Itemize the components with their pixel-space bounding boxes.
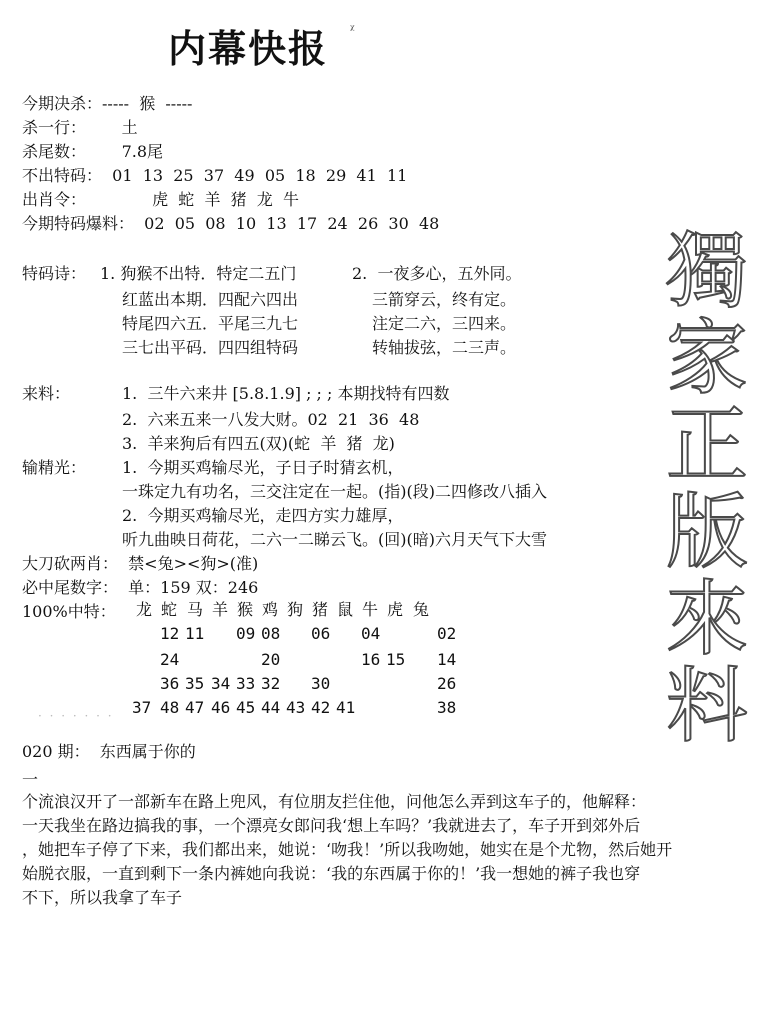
poem-label: 特码诗： — [22, 264, 87, 283]
poem-left-line: 特尾四六五．平尾三九七 — [122, 314, 299, 333]
jue-sha-line: 今期决杀：----- 猴 ----- — [22, 94, 193, 113]
zodiac-number: 26 — [437, 674, 457, 693]
story-line: ，她把车子停了下来，我们都出来，她说：‘吻我！’所以我吻她，她实在是个尤物，然后她开 — [22, 840, 673, 859]
poem-right-line: 三箭穿云，终有定。 — [372, 290, 517, 309]
zodiac-header: 马 — [187, 600, 204, 619]
lai-liao-item: 3. 羊来狗后有四五(双)(蛇 羊 猪 龙) — [122, 434, 395, 453]
story-one: 一 — [22, 770, 39, 789]
side-banner-char: 版 — [665, 485, 748, 580]
shu-jing-guang-label: 输精光： — [22, 458, 87, 477]
zodiac-number: 30 — [311, 674, 331, 693]
shu-jing-guang-line: 一珠定九有功名，三交注定在一起。(指)(段)二四修改八插入 — [122, 482, 547, 501]
side-banner-char: 家 — [665, 311, 748, 406]
zodiac-header: 虎 — [387, 600, 404, 619]
page-title: 内幕快报 — [168, 27, 329, 71]
zodiac-table-label: 100%中特： — [22, 602, 116, 621]
zodiac-number: 20 — [261, 650, 281, 669]
zodiac-number: 24 — [160, 650, 180, 669]
zodiac-number: 15 — [386, 650, 406, 669]
zodiac-number: 16 — [361, 650, 381, 669]
zodiac-number: 41 — [336, 698, 356, 717]
zodiac-number: 06 — [311, 624, 331, 643]
story-line: 始脱衣服，一直到剩下一条内裤她向我说：‘我的东西属于你的！’我一想她的裤子我也穿 — [22, 864, 641, 883]
zodiac-number: 42 — [311, 698, 331, 717]
poem-right-line: 转轴拔弦，二三声。 — [372, 338, 517, 357]
zodiac-header: 猪 — [312, 600, 329, 619]
zodiac-number: 47 — [185, 698, 205, 717]
sha-wei-shu-line: 杀尾数： 7.8尾 — [22, 142, 164, 161]
zodiac-number: 04 — [361, 624, 381, 643]
poem-right-line: 注定二六，三四来。 — [372, 314, 517, 333]
zodiac-header: 蛇 — [161, 600, 178, 619]
side-banner-char: 料 — [665, 659, 748, 754]
side-banner-char: 來 — [665, 572, 748, 667]
zodiac-number: 36 — [160, 674, 180, 693]
zodiac-header: 龙 — [136, 600, 153, 619]
shu-jing-guang-line: 2. 今期买鸡输尽光，走四方实力雄厚， — [122, 506, 404, 525]
poem-left-line: 1. 狗猴不出特．特定二五门 — [100, 264, 297, 283]
sha-yi-xing-line: 杀一行： 土 — [22, 118, 138, 137]
lai-liao-label: 来料： — [22, 384, 71, 403]
poem-left-line: 三七出平码．四四组特码 — [122, 338, 299, 357]
zodiac-header: 鼠 — [337, 600, 354, 619]
story-line: 不下，所以我拿了车子 — [22, 888, 183, 907]
zodiac-number: 38 — [437, 698, 457, 717]
zodiac-number: 02 — [437, 624, 457, 643]
lai-liao-item: 2. 六来五来一八发大财。02 21 36 48 — [122, 410, 420, 429]
zodiac-header: 鸡 — [262, 600, 279, 619]
zodiac-number: 32 — [261, 674, 281, 693]
zodiac-number: 33 — [236, 674, 256, 693]
story-issue: 020 期： 东西属于你的 — [22, 742, 196, 761]
zodiac-number: 34 — [211, 674, 231, 693]
zodiac-header: 牛 — [362, 600, 379, 619]
zodiac-number: 35 — [185, 674, 205, 693]
side-banner — [648, 224, 766, 754]
side-banner-char: 正 — [665, 398, 748, 493]
zodiac-header: 猴 — [237, 600, 254, 619]
zodiac-number: 08 — [261, 624, 281, 643]
shu-jing-guang-line: 听九曲映日荷花，二六一二睇云飞。(回)(暗)六月天气下大雪 — [122, 530, 547, 549]
lai-liao-item: 1. 三牛六来井 [5.8.1.9] ; ; ; 本期找特有四数 — [122, 384, 450, 403]
zodiac-number: 37 — [132, 698, 152, 717]
zodiac-header: 兔 — [413, 600, 430, 619]
zodiac-number: 43 — [286, 698, 306, 717]
zodiac-number: 44 — [261, 698, 281, 717]
poem-left-line: 红蓝出本期．四配六四出 — [122, 290, 299, 309]
zodiac-number: 46 — [211, 698, 231, 717]
poem-right-line: 2. 一夜多心，五外同。 — [352, 264, 522, 283]
da-dao-line: 大刀砍两肖： 禁<兔><狗>(准) — [22, 554, 259, 573]
bi-zhong-line: 必中尾数字： 单：159 双：246 — [22, 578, 259, 597]
zodiac-number: 11 — [185, 624, 205, 643]
bu-chu-te-ma-line: 不出特码： 01 13 25 37 49 05 18 29 41 11 — [22, 166, 408, 185]
story-line: 一天我坐在路边搞我的事，一个漂亮女郎问我‘想上车吗？’我就进去了，车子开到郊外后 — [22, 816, 641, 835]
corner-mark: ᵡ — [350, 22, 355, 36]
zodiac-number: 45 — [236, 698, 256, 717]
zodiac-number: 48 — [160, 698, 180, 717]
side-banner-char: 獨 — [665, 224, 748, 319]
zodiac-header: 狗 — [287, 600, 304, 619]
bao-liao-line: 今期特码爆料： 02 05 08 10 13 17 24 26 30 48 — [22, 214, 440, 233]
zodiac-header: 羊 — [212, 600, 229, 619]
faint-dots: · · · · · · · — [38, 709, 114, 723]
story-line: 个流浪汉开了一部新车在路上兜风，有位朋友拦住他，问他怎么弄到这车子的，他解释： — [22, 792, 647, 811]
zodiac-number: 09 — [236, 624, 256, 643]
zodiac-number: 12 — [160, 624, 180, 643]
chu-xiao-ling-line: 出肖令： 虎 蛇 羊 猪 龙 牛 — [22, 190, 299, 209]
shu-jing-guang-line: 1. 今期买鸡输尽光，子日子时猜玄机， — [122, 458, 404, 477]
zodiac-number: 14 — [437, 650, 457, 669]
